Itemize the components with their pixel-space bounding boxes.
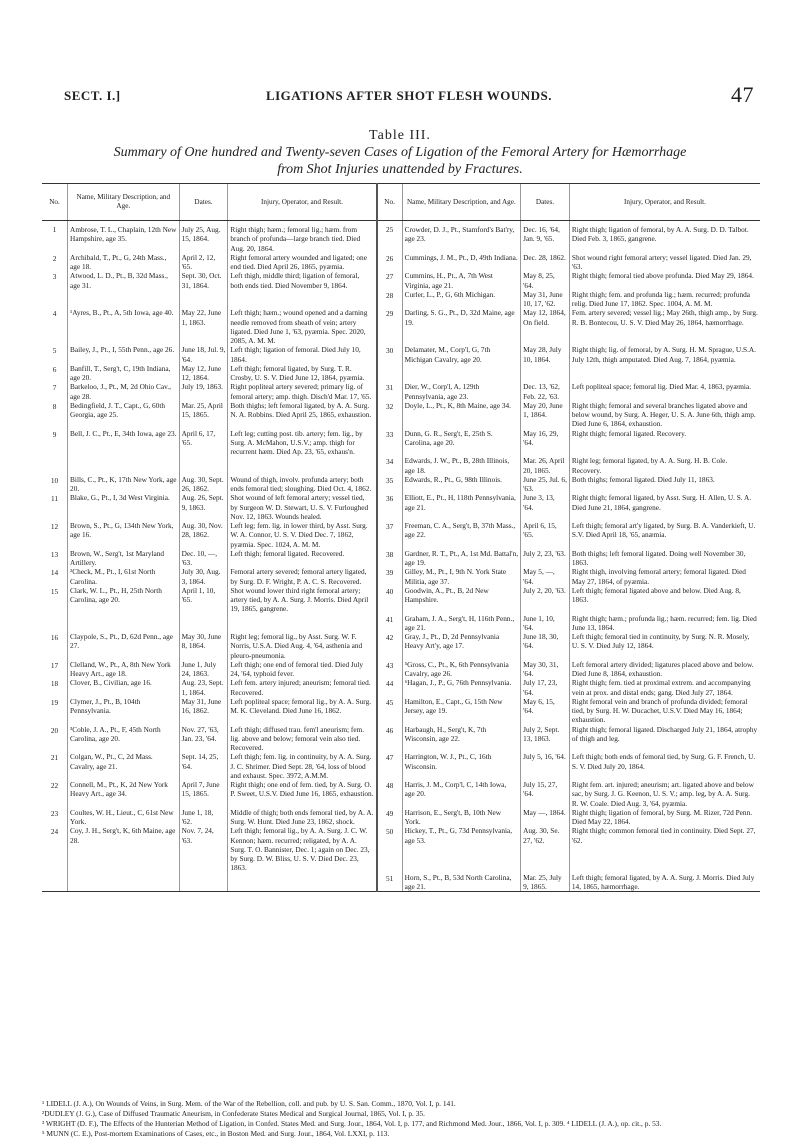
table-row bbox=[42, 632, 760, 660]
case-no-cell: 14 bbox=[50, 568, 59, 578]
case-injury-cell: Right thigh; lig. of femoral, by A. Surg. H. M. Sprague, U.S.A. July 12th, thigh amputated. Died Aug. 7, 1864, pyæmia. bbox=[569, 345, 760, 364]
case-injury-cell: Right thigh; ligation of femoral, by Surg. M. Rizer, 72d Penn. Died May 22, 1864. bbox=[569, 808, 760, 827]
case-name-cell: Bell, J. C., Pt., E, 34th Iowa, age 23. bbox=[68, 429, 180, 457]
case-injury-cell: Left thigh; femoral ligated, by A. A. Surg. J. Morris. Died July 14, 1865, hæmorrhage. bbox=[569, 873, 760, 892]
table-row bbox=[42, 826, 760, 872]
case-injury-cell: Right thigh; femoral ligated. Discharged July 21, 1864, atrophy of thigh and leg. bbox=[569, 725, 760, 753]
case-name-cell bbox=[68, 873, 180, 892]
case-name-cell: Crowder, D. J., Pt., Stamford's Bat'ry, age 23. bbox=[402, 221, 521, 253]
case-dates-cell: April 6, 17, '65. bbox=[179, 429, 228, 457]
case-no-cell: 37 bbox=[377, 521, 403, 549]
case-no-cell: 6 bbox=[52, 364, 57, 374]
case-name-cell: Hickey, T., Pt., G, 73d Pennsylvania, age 53. bbox=[402, 826, 521, 872]
table-row bbox=[42, 271, 760, 290]
case-name-cell bbox=[68, 614, 180, 633]
case-injury-cell: Right thigh; femoral ligated, by Asst. Surg. H. Allen, U. S. A. Died June 21, 1864, gangrene. bbox=[569, 493, 760, 521]
case-dates-cell: May 28, July 10, 1864. bbox=[521, 345, 570, 364]
case-dates-cell bbox=[179, 614, 228, 633]
table-row bbox=[42, 521, 760, 549]
case-dates-cell: April 6, 15, '65. bbox=[521, 521, 570, 549]
footnote: ³ WRIGHT (D. F.), The Effects of the Hunterian Method of Ligation, in Confed. States Med. and Surg. Jour., 1864, Vol. I, p. 177, and Richmond Med. Jour., 1866, Vol. I, p. 309. ⁴ LIDELL (J. A.), op. cit., p. 53. bbox=[42, 1119, 662, 1128]
case-dates-cell: June 18, Jul. 9, '64. bbox=[179, 345, 228, 364]
case-no-cell: 7 bbox=[52, 383, 57, 393]
case-no-cell: 32 bbox=[377, 401, 403, 429]
footnote: ²DUDLEY (J. G.), Case of Diffused Traumatic Aneurism, in Confederate States Medical and Surgical Journal, 1865, Vol. I, p. 35. bbox=[42, 1109, 425, 1118]
case-injury-cell: Right thigh; femoral tied above profunda. Died May 29, 1864. bbox=[569, 271, 760, 290]
case-no-cell bbox=[42, 614, 68, 633]
case-injury-cell: Left popliteal space; femoral lig. Died Mar. 4, 1863, pyæmia. bbox=[569, 382, 760, 401]
case-injury-cell: Shot wound lower third right femoral artery; artery tied, by A. A. Surg. J. Morris. Died April 19, 1865, gangrene. bbox=[228, 586, 377, 614]
column-header-no: No. bbox=[42, 184, 68, 221]
table-row bbox=[42, 660, 760, 679]
case-no-cell: 22 bbox=[50, 781, 59, 790]
case-dates-cell: April 2, 12, '65. bbox=[179, 253, 228, 272]
case-name-cell: Brown, S., Pt., G, 134th New York, age 16. bbox=[68, 521, 180, 549]
table-row bbox=[42, 429, 760, 457]
case-injury-cell bbox=[228, 290, 377, 309]
table-row bbox=[42, 549, 760, 568]
case-no-cell: 13 bbox=[50, 549, 59, 559]
table-row bbox=[42, 614, 760, 633]
case-name-cell: Edwards, R., Pt., G, 98th Illinois. bbox=[402, 475, 521, 494]
column-header-name: Name, Military Description, and Age. bbox=[402, 184, 521, 221]
case-name-cell: Claypole, S., Pt., D, 62d Penn., age 27. bbox=[68, 632, 180, 660]
case-no-cell: 30 bbox=[377, 345, 403, 364]
column-header-injury: Injury, Operator, and Result. bbox=[228, 184, 377, 221]
case-injury-cell: Right femoral artery wounded and ligated; one end tied. Died April 26, 1865, pyæmia. bbox=[228, 253, 377, 272]
case-name-cell: Freeman, C. A., Serg't, B, 37th Mass., age 22. bbox=[402, 521, 521, 549]
case-dates-cell: June 1, 18, '62. bbox=[179, 808, 228, 827]
case-dates-cell: May 30, 31, '64. bbox=[521, 660, 570, 679]
case-injury-cell bbox=[569, 364, 760, 383]
case-injury-cell bbox=[228, 456, 377, 475]
case-no-cell: 25 bbox=[377, 221, 403, 253]
case-no-cell: 20 bbox=[50, 725, 59, 735]
case-dates-cell: Aug. 26, Sept. 9, 1863. bbox=[179, 493, 228, 521]
case-no-cell: 29 bbox=[377, 308, 403, 345]
table-row bbox=[42, 780, 760, 808]
running-title: LIGATIONS AFTER SHOT FLESH WOUNDS. bbox=[265, 88, 553, 103]
case-name-cell: Curler, L., P., G, 6th Michigan. bbox=[402, 290, 521, 309]
case-dates-cell: June 18, 30, '64. bbox=[521, 632, 570, 660]
case-no-cell: 33 bbox=[377, 429, 403, 457]
case-no-cell: 39 bbox=[377, 567, 403, 586]
case-name-cell: Cummings, J. M., Pt., D, 49th Indiana. bbox=[402, 253, 521, 272]
case-injury-cell: Left thigh; femoral tied in continuity, by Surg. N. R. Mosely, U. S. V. Died July 12, 1864. bbox=[569, 632, 760, 660]
table-row bbox=[42, 808, 760, 827]
case-no-cell bbox=[42, 456, 68, 475]
case-injury-cell: Both thighs; femoral ligated. Died July 11, 1863. bbox=[569, 475, 760, 494]
case-dates-cell: Aug. 30, Nov. 28, 1862. bbox=[179, 521, 228, 549]
case-name-cell: Harbaugh, H., Serg't, K, 7th Wisconsin, age 22. bbox=[402, 725, 521, 753]
case-injury-cell: Right thigh; femoral and several branches ligated above and below wound, by Surg. A. Heger, U. S. A. June 6th, thigh amp. Died June 6, 1864, exhaustion. bbox=[569, 401, 760, 429]
case-name-cell: Gray, J., Pt., D, 2d Pennsylvania Heavy Art'y, age 17. bbox=[402, 632, 521, 660]
case-dates-cell: April 7, June 15, 1865. bbox=[179, 780, 228, 808]
case-dates-cell: Dec. 16, '64, Jan. 9, '65. bbox=[521, 221, 570, 253]
case-dates-cell: Mar. 25, July 9, 1865. bbox=[521, 873, 570, 892]
case-dates-cell: June 1, July 24, 1863. bbox=[179, 660, 228, 679]
case-dates-cell: July 17, 23, '64. bbox=[521, 678, 570, 697]
case-dates-cell: June 1, 10, '64. bbox=[521, 614, 570, 633]
case-no-cell: 40 bbox=[377, 586, 403, 614]
case-name-cell: Atwood, L. D., Pt., B, 32d Mass., age 31. bbox=[68, 271, 180, 290]
case-injury-cell: Left thigh; femoral art'y ligated, by Surg. B. A. Vanderkieft, U. S.V. Died April 18, '65, anæmia. bbox=[569, 521, 760, 549]
table-row bbox=[42, 345, 760, 364]
case-name-cell: Horn, S., Pt., B, 53d North Carolina, age 21. bbox=[402, 873, 521, 892]
table-row bbox=[42, 873, 760, 892]
case-name-cell: Elliott, E., Pt., H, 118th Pennsylvania, age 21. bbox=[402, 493, 521, 521]
case-no-cell: 48 bbox=[377, 780, 403, 808]
case-injury-cell: Right thigh; hæm.; profunda lig.; hæm. recurred; fem. lig. Died June 13, 1864. bbox=[569, 614, 760, 633]
case-dates-cell: May 30, June 8, 1864. bbox=[179, 632, 228, 660]
case-no-cell: 17 bbox=[50, 660, 59, 670]
case-dates-cell: Dec. 28, 1862. bbox=[521, 253, 570, 272]
case-no-cell: 28 bbox=[377, 290, 403, 309]
cases-table bbox=[42, 183, 760, 892]
case-injury-cell: Right thigh; ligation of femoral, by A. A. Surg. D. D. Talbot. Died Feb. 3, 1865, gangrene. bbox=[569, 221, 760, 253]
case-dates-cell: July 2, 20, '63. bbox=[521, 586, 570, 614]
case-injury-cell: Right thigh; fem. and profunda lig.; hæm. recurred; profunda relig. Died June 17, 1862. Spec. 1004, A. M. M. bbox=[569, 290, 760, 309]
case-injury-cell: Left thigh; femoral ligated. Recovered. bbox=[228, 549, 377, 568]
case-name-cell: Harris, J. M., Corp'l, C, 14th Iowa, age 20. bbox=[402, 780, 521, 808]
column-header-name: Name, Military Description, and Age. bbox=[68, 184, 180, 221]
case-dates-cell: April 1, 10, '65. bbox=[179, 586, 228, 614]
table-row bbox=[42, 382, 760, 401]
case-no-cell bbox=[42, 873, 68, 892]
column-header-dates: Dates. bbox=[521, 184, 570, 221]
table-row bbox=[42, 456, 760, 475]
table-row bbox=[42, 697, 760, 725]
case-no-cell: 19 bbox=[50, 697, 59, 707]
case-no-cell: 3 bbox=[52, 272, 57, 282]
case-no-cell: 18 bbox=[50, 679, 59, 689]
case-injury-cell: Right leg; femoral ligated, by A. A. Surg. H. B. Cole. Recovery. bbox=[569, 456, 760, 475]
case-dates-cell: May 6, 15, '64. bbox=[521, 697, 570, 725]
table-row bbox=[42, 586, 760, 614]
case-dates-cell bbox=[179, 290, 228, 309]
case-dates-cell bbox=[179, 873, 228, 892]
case-no-cell: 16 bbox=[50, 633, 59, 642]
case-name-cell: Colgan, W., Pt., C, 2d Mass. Cavalry, age 21. bbox=[68, 752, 180, 780]
table-row bbox=[42, 678, 760, 697]
case-dates-cell: Mar. 25, April 15, 1865. bbox=[179, 401, 228, 429]
case-dates-cell: Dec. 10, —, '63. bbox=[179, 549, 228, 568]
case-dates-cell: May —, 1864. bbox=[521, 808, 570, 827]
table-row bbox=[42, 725, 760, 753]
case-no-cell: 4 bbox=[52, 309, 57, 319]
case-injury-cell: Right thigh; femoral ligated. Recovery. bbox=[569, 429, 760, 457]
case-injury-cell: Left thigh; fem. lig. in continuity, by A. A. Surg. J. C. Shrimer. Died Sept. 28, '64, loss of blood and exhaust. Spec. 3972, A.M.M. bbox=[228, 752, 377, 780]
table-caption-line-2: from Shot Injuries unattended by Fractures. bbox=[277, 162, 523, 177]
case-injury-cell: Shot wound right femoral artery; vessel ligated. Died Jan. 29, '63. bbox=[569, 253, 760, 272]
case-no-cell: 47 bbox=[377, 752, 403, 780]
case-dates-cell: July 15, 27, '64. bbox=[521, 780, 570, 808]
footnote: ⁵ MUNN (C. E.), Post-mortem Examinations of Cases, etc., in Boston Med. and Surg. Jour., 1864, Vol. LXXI, p. 113. bbox=[42, 1129, 390, 1138]
case-name-cell: Harrington, W. J., Pt., C, 16th Wisconsin. bbox=[402, 752, 521, 780]
case-dates-cell: July 25, Aug. 15, 1864. bbox=[179, 221, 228, 253]
case-name-cell: Delamater, M., Corp'l, G, 7th Michigan Cavalry, age 20. bbox=[402, 345, 521, 364]
case-injury-cell bbox=[228, 873, 377, 892]
case-dates-cell: July 19, 1863. bbox=[179, 382, 228, 401]
case-name-cell: ¹Ayres, B., Pt., A, 5th Iowa, age 40. bbox=[68, 308, 180, 345]
case-injury-cell: Right leg; femoral lig., by Asst. Surg. W. F. Norris, U.S.A. Died Aug. 4, '64, asthenia and pleuro-pneumonia. bbox=[228, 632, 377, 660]
case-injury-cell: Left thigh; both ends of femoral tied, by Surg. G. F. French, U. S. V. Died July 20, 1864. bbox=[569, 752, 760, 780]
footnote: ¹ LIDELL (J. A.), On Wounds of Veins, in Surg. Mem. of the War of the Rebellion, coll. and pub. by U. S. San. Comm., 1870, Vol. I, p. 141. bbox=[42, 1099, 456, 1108]
running-header bbox=[64, 82, 754, 112]
case-name-cell: Darling, S. G., Pt., D, 32d Maine, age 19. bbox=[402, 308, 521, 345]
case-no-cell: 23 bbox=[50, 808, 59, 818]
case-injury-cell: Left femoral artery divided; ligatures placed above and below. Died June 8, 1864, exhaustion. bbox=[569, 660, 760, 679]
case-injury-cell: Left thigh; diffused trau. fem'l aneurism; fem. lig. above and below; femoral vein also tied. Recovered. bbox=[228, 725, 377, 753]
case-name-cell: Coultes, W. H., Lieut., C, 61st New York. bbox=[68, 808, 180, 827]
case-injury-cell: Shot wound of left femoral artery; vessel tied, by Surgeon W. D. Stewart, U. S. V. Furloughed Nov. 12, 1863. Wounds healed. bbox=[228, 493, 377, 521]
case-name-cell: Bailey, J., Pt., I, 55th Penn., age 26. bbox=[68, 345, 180, 364]
case-no-cell: 15 bbox=[50, 586, 59, 596]
case-name-cell: Hamilton, E., Capt., G, 15th New Jersey, age 19. bbox=[402, 697, 521, 725]
case-name-cell: Bedingfield, J. T., Capt., G, 60th Georgia, age 25. bbox=[68, 401, 180, 429]
case-no-cell: 51 bbox=[377, 873, 403, 892]
case-name-cell: ⁶Hagan, J., P., G, 76th Pennsylvania. bbox=[402, 678, 521, 697]
case-dates-cell: Dec. 13, '62, Feb. 22, '63. bbox=[521, 382, 570, 401]
case-name-cell: Barkeloo, J., Pt., M, 2d Ohio Cav., age 28. bbox=[68, 382, 180, 401]
case-name-cell bbox=[402, 364, 521, 383]
case-name-cell: Clark, W. L., Pt., H, 25th North Carolina, age 20. bbox=[68, 586, 180, 614]
case-dates-cell: May 20, June 1, 1864. bbox=[521, 401, 570, 429]
table-row bbox=[42, 475, 760, 494]
table-number: Table III. bbox=[369, 128, 431, 143]
table-header-row bbox=[42, 184, 760, 221]
case-injury-cell: Right thigh; common femoral tied in continuity. Died Sept. 27, '62. bbox=[569, 826, 760, 872]
table-row bbox=[42, 308, 760, 345]
case-no-cell: 34 bbox=[377, 456, 403, 475]
case-name-cell: Edwards, J. W., Pt., B, 28th Illinois, age 18. bbox=[402, 456, 521, 475]
case-name-cell: Ambrose, T. L., Chaplain, 12th New Hampshire, age 35. bbox=[68, 221, 180, 253]
case-injury-cell: Left popliteal space; femoral lig., by A. A. Surg. M. K. Cleveland. Died June 16, 1862. bbox=[228, 697, 377, 725]
case-injury-cell: Left thigh; one end of femoral tied. Died July 24, '64, typhoid fever. bbox=[228, 660, 377, 679]
table-caption-line-1: Summary of One hundred and Twenty-seven Cases of Ligation of the Femoral Artery for Hæmorrhage bbox=[113, 145, 687, 160]
case-dates-cell: Aug. 30, Sept. 26, 1862. bbox=[179, 475, 228, 494]
case-injury-cell: Right thigh, involving femoral artery; femoral ligated. Died May 27, 1864, of pyæmia. bbox=[569, 567, 760, 586]
case-no-cell bbox=[42, 290, 68, 309]
case-name-cell: ³Coble, J. A., Pt., F, 45th North Carolina, age 20. bbox=[68, 725, 180, 753]
case-no-cell: 8 bbox=[52, 401, 57, 411]
table-row bbox=[42, 401, 760, 429]
case-no-cell: 44 bbox=[377, 678, 403, 697]
case-no-cell: 11 bbox=[51, 494, 59, 504]
table-row bbox=[42, 290, 760, 309]
case-no-cell: 50 bbox=[377, 826, 403, 872]
case-name-cell: ²Check, M., Pt., I, 61st North Carolina. bbox=[68, 567, 180, 586]
case-name-cell bbox=[68, 290, 180, 309]
case-injury-cell: Both thighs; left femoral ligated, by A. A. Surg. N. A. Robbins. Died April 25, 1865, exhaustion. bbox=[228, 401, 377, 429]
case-injury-cell bbox=[228, 614, 377, 633]
case-no-cell: 46 bbox=[377, 725, 403, 753]
case-no-cell: 27 bbox=[377, 271, 403, 290]
case-injury-cell: Left fem. artery injured; aneurism; femoral tied. Recovered. bbox=[228, 678, 377, 697]
case-no-cell bbox=[377, 364, 403, 383]
case-dates-cell bbox=[521, 364, 570, 383]
case-dates-cell: July 2, Sept. 13, 1863. bbox=[521, 725, 570, 753]
case-dates-cell: Sept. 14, 25, '64. bbox=[179, 752, 228, 780]
case-injury-cell: Femoral artery severed; femoral artery ligated, by Surg. D. F. Wright, P. A. C. S. Recovered. bbox=[228, 567, 377, 586]
case-injury-cell: Left thigh; femoral ligated, by Surg. T. R. Crosby, U. S. V. Died June 12, 1864, pyæmia. bbox=[228, 364, 377, 383]
case-dates-cell: Sept. 30, Oct. 31, 1864. bbox=[179, 271, 228, 290]
case-name-cell: Clelland, W., Pt., A, 8th New York Heavy Art., age 18. bbox=[68, 660, 180, 679]
case-injury-cell: Both thighs; left femoral ligated. Doing well November 30, 1863. bbox=[569, 549, 760, 568]
case-dates-cell: July 2, 23, '63. bbox=[521, 549, 570, 568]
case-dates-cell: Aug. 23, Sept. 1, 1864. bbox=[179, 678, 228, 697]
case-name-cell: Connell, M., Pt., K, 2d New York Heavy Art., age 34. bbox=[68, 780, 180, 808]
case-name-cell: Graham, J. A., Serg't, H, 116th Penn., age 21. bbox=[402, 614, 521, 633]
case-injury-cell: Left leg; cutting post. tib. artery; fem. lig., by Surg. A. McMahon, U.S.V.; amp. thigh for recurrent hæm. Died Ap. 23, '65, exhaus'n. bbox=[228, 429, 377, 457]
case-no-cell: 42 bbox=[377, 632, 403, 660]
case-injury-cell: Left thigh; hæm.; wound opened and a darning needle removed from sheath of vein; artery ligated. Died June 1, '63, pyæmia. Spec. 2020, 2085, A. M. M. bbox=[228, 308, 377, 345]
case-no-cell: 43 bbox=[377, 660, 403, 679]
case-no-cell: 36 bbox=[377, 493, 403, 521]
case-injury-cell: Right femoral vein and branch of profunda divided; femoral tied, by Surg. H. W. Ducachet, U.S.V. Died May 16, 1864; exhaustion. bbox=[569, 697, 760, 725]
case-dates-cell: Nov. 7, 24, '63. bbox=[179, 826, 228, 872]
case-no-cell: 35 bbox=[377, 475, 403, 494]
case-dates-cell: May 31, June 10, 17, '62. bbox=[521, 290, 570, 309]
case-no-cell: 41 bbox=[377, 614, 403, 633]
case-no-cell: 49 bbox=[377, 808, 403, 827]
table-row bbox=[42, 221, 760, 253]
case-name-cell: Goodwin, A., Pt., B, 2d New Hampshire. bbox=[402, 586, 521, 614]
case-injury-cell: Wound of thigh, involv. profunda artery; both ends femoral tied; sloughing. Died Oct. 4, 1862. bbox=[228, 475, 377, 494]
section-label: SECT. I.] bbox=[64, 88, 121, 103]
table-row bbox=[42, 567, 760, 586]
case-dates-cell: May 16, 29, '64. bbox=[521, 429, 570, 457]
case-dates-cell: May 5, —, '64. bbox=[521, 567, 570, 586]
case-injury-cell: Right thigh; one end of fem. tied, by A. Surg. O. P. Sweet, U.S.V. Died June 16, 1865, exhaustion. bbox=[228, 780, 377, 808]
case-name-cell: Doyle, L., Pt., K, 8th Maine, age 34. bbox=[402, 401, 521, 429]
case-no-cell: 31 bbox=[377, 382, 403, 401]
case-name-cell: ⁵Gross, C., Pt., K, 6th Pennsylvania Cavalry, age 26. bbox=[402, 660, 521, 679]
case-injury-cell: Fem. artery severed; vessel lig.; May 26th, thigh amp., by Surg. R. B. Bontecou, U. S. V. Died May 26, 1864, hæmorrhage. bbox=[569, 308, 760, 345]
page-number: 47 bbox=[731, 82, 754, 107]
column-header-dates: Dates. bbox=[179, 184, 228, 221]
case-injury-cell: Right thigh; hæm.; femoral lig.; hæm. from branch of profunda—large branch tied. Died Aug. 20, 1864. bbox=[228, 221, 377, 253]
case-name-cell: Brown, W., Serg't, 1st Maryland Artillery. bbox=[68, 549, 180, 568]
case-name-cell: Cummins, H., Pt., A, 7th West Virginia, age 21. bbox=[402, 271, 521, 290]
case-name-cell: Gardner, R. T., Pt., A, 1st Md. Battal'n, age 19. bbox=[402, 549, 521, 568]
case-no-cell: 2 bbox=[52, 253, 57, 263]
case-injury-cell: Left thigh; ligation of femoral. Died July 10, 1864. bbox=[228, 345, 377, 364]
case-name-cell: Bills, C., Pt., K, 17th New York, age 20. bbox=[68, 475, 180, 494]
case-name-cell: Archibald, T., Pt., G, 24th Mass., age 18. bbox=[68, 253, 180, 272]
case-name-cell: Dunn, G. R., Serg't, E, 25th S. Carolina, age 20. bbox=[402, 429, 521, 457]
case-no-cell: 26 bbox=[377, 253, 403, 272]
case-dates-cell: Mar. 26, April 20, 1865. bbox=[521, 456, 570, 475]
case-no-cell: 10 bbox=[50, 475, 59, 485]
table-row bbox=[42, 364, 760, 383]
case-injury-cell: Right thigh; fem. tied at proximal extrem. and accompanying vein at prox. and distal ends; gang. Died July 27, 1864. bbox=[569, 678, 760, 697]
case-injury-cell: Left thigh; femoral lig., by A. A. Surg. J. C. W. Kennon; hæm. recurred; religated, by A. A. Surg. T. O. Bannister, Dec. 1; again on Dec. 23, by Surg. D. W. Bliss, U. S. V. Died Dec. 23, 1863. bbox=[228, 826, 377, 872]
case-dates-cell: May 12, June 12, 1864. bbox=[179, 364, 228, 383]
table-row bbox=[42, 493, 760, 521]
case-dates-cell: June 3, 13, '64. bbox=[521, 493, 570, 521]
case-no-cell: 24 bbox=[50, 827, 59, 837]
case-injury-cell: Right fem. art. injured; aneurism; art. ligated above and below sac, by Surg. J. G. Keenon, U. S. V.; amp. leg, by A. A. Surg. R. W. Coale. Died Aug. 3, '64, pyæmia. bbox=[569, 780, 760, 808]
case-name-cell: Coy, J. H., Serg't, K, 6th Maine, age 28. bbox=[68, 826, 180, 872]
case-dates-cell: May 31, June 16, 1862. bbox=[179, 697, 228, 725]
case-dates-cell: July 30, Aug. 3, 1864. bbox=[179, 567, 228, 586]
case-no-cell: 45 bbox=[377, 697, 403, 725]
case-name-cell: Clymer, J., Pt., B, 104th Pennsylvania. bbox=[68, 697, 180, 725]
table-row bbox=[42, 752, 760, 780]
case-no-cell: 12 bbox=[50, 522, 59, 531]
case-name-cell: Blake, G., Pt., I, 3d West Virginia. bbox=[68, 493, 180, 521]
case-name-cell: Gilley, M., Pt., I, 9th N. York State Militia, age 37. bbox=[402, 567, 521, 586]
case-injury-cell: Left leg; fem. lig. in lower third, by Asst. Surg. W. A. Connor, U. S. V. Died Dec. 7, 1862, pyæmia. Spec. 1024, A. M. M. bbox=[228, 521, 377, 549]
case-dates-cell bbox=[179, 456, 228, 475]
case-injury-cell: Middle of thigh; both ends femoral tied, by A. A. Surg. W. Hunt. Died June 23, 1862, shock. bbox=[228, 808, 377, 827]
case-name-cell: Banfill, T., Serg't, C, 19th Indiana, age 20. bbox=[68, 364, 180, 383]
column-header-no: No. bbox=[377, 184, 403, 221]
column-header-injury: Injury, Operator, and Result. bbox=[569, 184, 760, 221]
case-dates-cell: June 25, Jul. 6, '63. bbox=[521, 475, 570, 494]
case-no-cell: 1 bbox=[52, 225, 57, 234]
case-no-cell: 9 bbox=[52, 429, 57, 439]
case-name-cell: Clover, B., Civilian, age 16. bbox=[68, 678, 180, 697]
table-row bbox=[42, 253, 760, 272]
case-dates-cell: Nov. 27, '63, Jan. 23, '64. bbox=[179, 725, 228, 753]
case-dates-cell: May 8, 25, '64. bbox=[521, 271, 570, 290]
case-dates-cell: May 22, June 1, 1863. bbox=[179, 308, 228, 345]
case-name-cell: Harrison, E., Serg't, B, 10th New York. bbox=[402, 808, 521, 827]
case-name-cell: Dier, W., Corp'l, A, 129th Pennsylvania, age 23. bbox=[402, 382, 521, 401]
case-injury-cell: Right popliteal artery severed; primary lig. of femoral artery; amp. thigh. Disch'd Mar. 17, '65. bbox=[228, 382, 377, 401]
case-no-cell: 38 bbox=[377, 549, 403, 568]
case-injury-cell: Left thigh, middle third; ligation of femoral, both ends tied. Died November 9, 1864. bbox=[228, 271, 377, 290]
case-no-cell: 21 bbox=[50, 753, 59, 763]
case-dates-cell: May 12, 1864, On field. bbox=[521, 308, 570, 345]
case-dates-cell: July 5, 16, '64. bbox=[521, 752, 570, 780]
case-dates-cell: Aug. 30, Se. 27, '62. bbox=[521, 826, 570, 872]
case-injury-cell: Left thigh; femoral ligated above and below. Died Aug. 8, 1863. bbox=[569, 586, 760, 614]
case-no-cell: 5 bbox=[52, 346, 57, 356]
case-name-cell bbox=[68, 456, 180, 475]
